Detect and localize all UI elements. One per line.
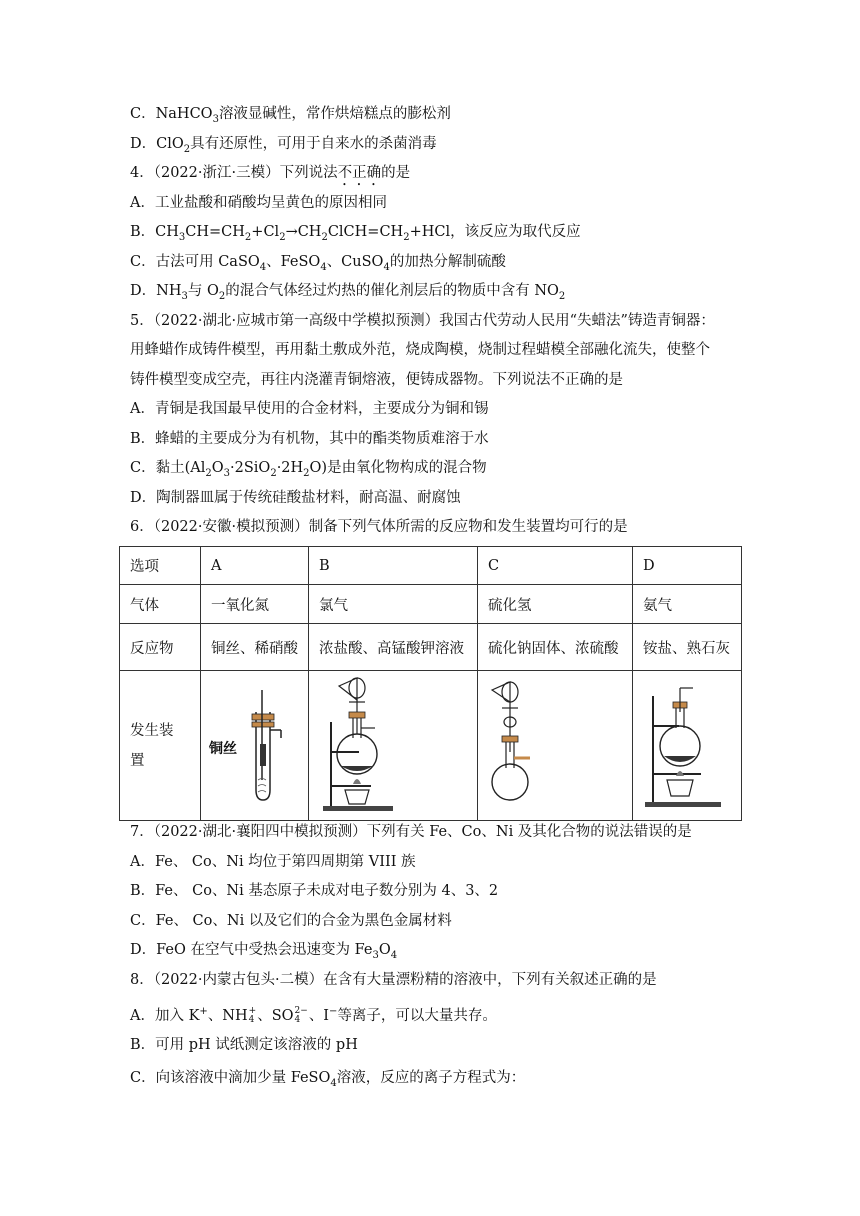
q4-option-d: D．$NH_3$与 $O_2$的混合气体经过灼热的催化剂层后的物质中含有 $NO_2$ (130, 283, 566, 302)
test-tube-icon (201, 672, 307, 820)
q5-stem-line1: 5．（2022·湖北·应城市第一高级中学模拟预测）我国古代劳动人民用“失蜡法”铸造青铜器： (130, 313, 715, 329)
table-cell: 气体 (120, 585, 201, 624)
table-cell: 浓盐酸、高锰酸钾溶液 (309, 624, 478, 671)
q8-option-c: C．向该溶液中滴加少量 FeSO$_4$溶液，反应的离子方程式为： (130, 1070, 526, 1089)
q7-option-c: C．Fe、 Co、Ni 以及它们的合金为黑色金属材料 (130, 913, 452, 929)
q4-option-b: B．$CH_3CH=CH_2+Cl_2\to CH_2ClCH=CH_2+HCl$，该反应为取代反应 (130, 224, 581, 243)
table-cell: 选项 (120, 547, 201, 585)
q8-option-a: A．加入 K+、NH+ 4 、SO2− 4 、I−等离子，可以大量共存。 (130, 1005, 497, 1025)
q8-stem: 8．（2022·内蒙古包头·二模）在含有大量漂粉精的溶液中，下列有关叙述正确的是 (130, 972, 657, 988)
q8-option-b: B．可用 pH 试纸测定该溶液的 pH (130, 1037, 358, 1053)
q7-option-d: D．FeO 在空气中受热会迅速变为 $Fe_3O_4$ (130, 942, 398, 961)
separatory-funnel-flask-icon (309, 672, 477, 820)
table-cell (120, 671, 201, 821)
apparatus-a-cell (201, 671, 309, 821)
apparatus-d-cell (633, 671, 742, 821)
q5-option-a: A．青铜是我国最早使用的合金材料，主要成分为铜和锡 (130, 401, 489, 417)
table-cell: 硫化氢 (478, 585, 633, 624)
q5-option-b: B．蜂蜡的主要成分为有机物，其中的酯类物质难溶于水 (130, 431, 489, 447)
q3-option-d: D．ClO$_2$具有还原性，可用于自来水的杀菌消毒 (130, 136, 437, 155)
q5-option-c: C．黏土$(Al_2O_3\cdot 2SiO_2\cdot 2H_2O)$是由氧化物构成的混合物 (130, 460, 487, 479)
table-row-apparatus (120, 671, 742, 821)
q4-option-a: A．工业盐酸和硝酸均呈黄色的原因相同 (130, 195, 387, 211)
table-cell: 一氧化氮 (201, 585, 309, 624)
q5-option-d: D．陶制器皿属于传统硅酸盐材料，耐高温、耐腐蚀 (130, 490, 461, 506)
table-cell: C (478, 547, 633, 585)
table-cell: 铵盐、熟石灰 (633, 624, 742, 671)
apparatus-label: 置 (130, 752, 145, 769)
table-cell: 氨气 (633, 585, 742, 624)
q4-stem: 4．（2022·浙江·三模）下列说法不正确的是 (130, 165, 411, 181)
q3-option-c: C．NaHCO$_3$溶液显碱性，常作烘焙糕点的膨松剂 (130, 106, 451, 125)
table-row-gas (120, 585, 742, 624)
q6-options-table (119, 546, 742, 821)
table-cell: B (309, 547, 478, 585)
table-cell: A (201, 547, 309, 585)
table-row-header (120, 547, 742, 585)
table-cell: 铜丝、稀硝酸 (201, 624, 309, 671)
table-row-reactants (120, 624, 742, 671)
table-cell: 氯气 (309, 585, 478, 624)
funnel-distilling-flask-icon (478, 672, 632, 820)
q7-option-b: B．Fe、 Co、Ni 基态原子未成对电子数分别为 4、3、2 (130, 883, 499, 899)
apparatus-label: 发生装 (130, 722, 174, 739)
q6-stem: 6．（2022·安徽·模拟预测）制备下列气体所需的反应物和发生装置均可行的是 (130, 519, 628, 535)
apparatus-b-cell (309, 671, 478, 821)
apparatus-c-cell (478, 671, 633, 821)
table-cell: D (633, 547, 742, 585)
copper-wire-label: 铜丝 (209, 740, 237, 757)
table-cell: 硫化钠固体、浓硫酸 (478, 624, 633, 671)
round-flask-heating-icon (633, 672, 741, 820)
q5-stem-line3: 铸件模型变成空壳，再往内浇灌青铜熔液，便铸成器物。下列说法不正确的是 (130, 372, 623, 388)
q7-option-a: A．Fe、 Co、Ni 均位于第四周期第 VIII 族 (130, 854, 416, 870)
q7-stem: 7．（2022·湖北·襄阳四中模拟预测）下列有关 Fe、Co、Ni 及其化合物的说法错误的是 (130, 824, 692, 840)
q4-option-c: C．古法可用 CaSO$_4$、FeSO$_4$、CuSO$_4$的加热分解制硫酸 (130, 254, 506, 273)
table-cell: 反应物 (120, 624, 201, 671)
q5-stem-line2: 用蜂蜡作成铸件模型，再用黏土敷成外范，烧成陶模，烧制过程蜡模全部融化流失，使整个 (130, 342, 710, 358)
